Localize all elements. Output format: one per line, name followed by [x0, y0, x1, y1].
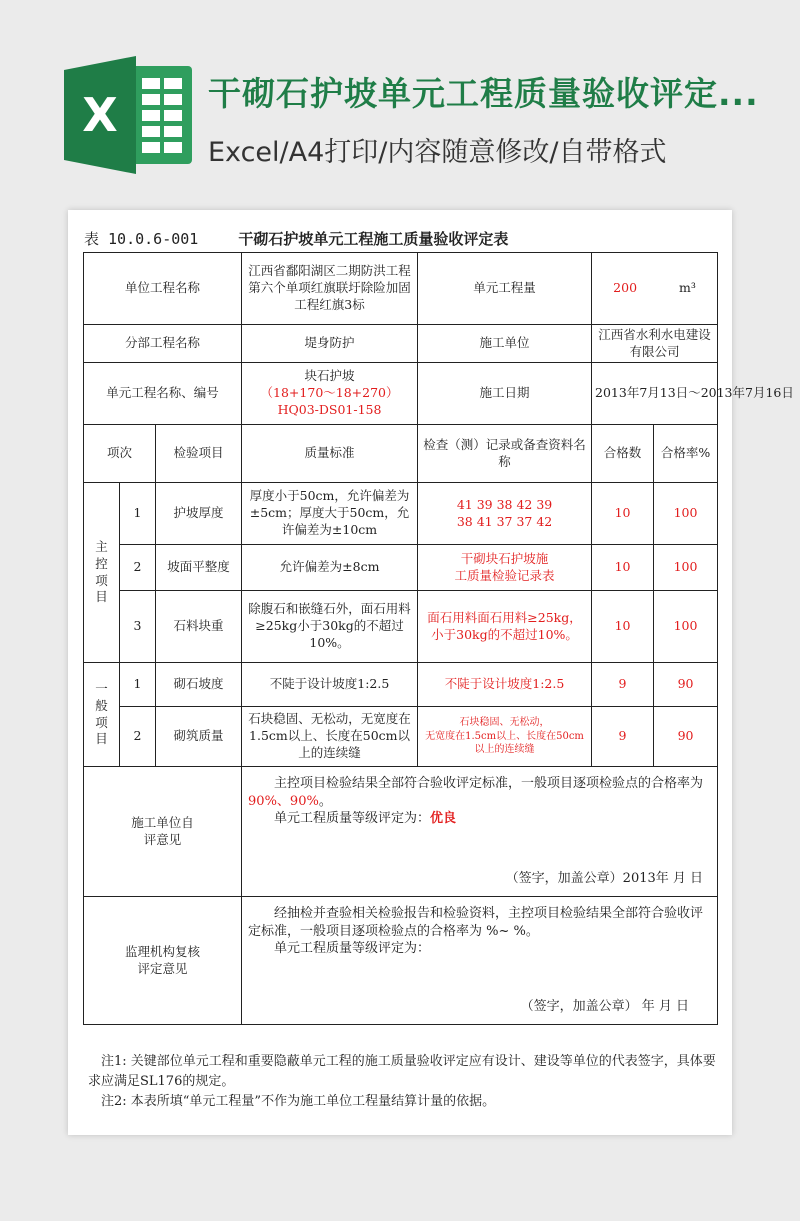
division-label: 分部工程名称: [84, 325, 242, 363]
table-row: [84, 363, 718, 425]
unit-quantity-label: 单元工程量: [418, 253, 592, 325]
table-row: [84, 663, 718, 707]
item-record: [418, 663, 592, 707]
table-row: [84, 325, 718, 363]
unit-quantity-unit: m³: [679, 280, 696, 296]
table-row: [84, 707, 718, 767]
contractor-label: 施工单位: [418, 325, 592, 363]
evaluation-table: [83, 252, 794, 1025]
element-cell: [242, 363, 418, 425]
self-eval-sentence-end: 。: [318, 793, 332, 809]
excel-icon: [64, 56, 196, 174]
item-record: [418, 545, 592, 591]
record-line: 小于30kg的不超过10%。: [431, 626, 578, 642]
item-no: 1: [120, 663, 156, 707]
date-label: 施工日期: [418, 363, 592, 425]
record-line: 无宽度在1.5cm以上、长度在50cm以上的连续缝: [425, 730, 584, 756]
element-code: HQ03-DS01-158: [277, 401, 382, 417]
record-line: 不陡于设计坡度1:2.5: [444, 676, 565, 692]
record-line: 工质量检验记录表: [454, 567, 555, 583]
item-count: 9: [592, 663, 654, 707]
self-eval-grade-label: 单元工程质量等级评定为：: [274, 811, 431, 827]
item-name: 护坡厚度: [156, 483, 242, 545]
item-rate: 100: [654, 483, 718, 545]
item-standard: 不陡于设计坡度1:2.5: [242, 663, 418, 707]
self-eval-sentence: 主控项目检验结果全部符合验收评定标准，一般项目逐项检验点的合格率为: [274, 776, 704, 791]
supervisor-sign: （签字，加盖公章） 年 月 日: [520, 999, 690, 1015]
notes: [88, 1052, 716, 1112]
note-1: 注1: 关键部位单元工程和重要隐蔽单元工程的施工质量验收评定应有设计、建设等单位的代表签字，具体要求应满足SL176的规定。: [88, 1054, 716, 1090]
self-eval-grade: [248, 810, 711, 828]
element-range: （18+170～18+270）: [260, 385, 399, 401]
item-record: [418, 483, 592, 545]
self-eval-label: [84, 767, 242, 897]
supervisor-cell: [242, 897, 718, 1025]
self-eval-grade-value: 优良: [430, 811, 457, 827]
date-value: 2013年7月13日～2013年7月16日: [592, 363, 718, 425]
table-row: [84, 545, 718, 591]
division-value: 堤身防护: [242, 325, 418, 363]
svg-text:X: X: [82, 88, 118, 142]
item-no: 2: [120, 707, 156, 767]
self-eval-label-text: 施工单位自评意见: [131, 814, 194, 847]
item-count: 9: [592, 707, 654, 767]
item-standard: 石块稳固、无松动，无宽度在1.5cm以上、长度在50cm以上的连续缝: [242, 707, 418, 767]
record-line: 面石用料面石用料≥25kg，: [427, 609, 582, 625]
element-name: 块石护坡: [304, 368, 355, 384]
item-name: 坡面平整度: [156, 545, 242, 591]
item-name: 砌筑质量: [156, 707, 242, 767]
item-count: 10: [592, 483, 654, 545]
record-line: 38 41 37 37 42: [456, 513, 553, 529]
item-record: [418, 707, 592, 767]
supervisor-text: 经抽检并查验相关检验报告和检验资料，主控项目检验结果全部符合验收评定标准，一般项目逐项检验点的合格率为 %~ %。: [248, 906, 704, 939]
unit-project-value: 江西省鄱阳湖区二期防洪工程第六个单项红旗联圩除险加固工程红旗3标: [242, 253, 418, 325]
item-rate: 100: [654, 545, 718, 591]
main-group-label: [84, 483, 120, 663]
unit-project-label: 单位工程名称: [84, 253, 242, 325]
table-row: [84, 767, 718, 897]
table-row: [84, 897, 718, 1025]
item-name: 砌石坡度: [156, 663, 242, 707]
col-qualified-rate: 合格率%: [654, 425, 718, 483]
supervisor-label: [84, 897, 242, 1025]
item-name: 石料块重: [156, 591, 242, 663]
item-count: 10: [592, 591, 654, 663]
form-header: [84, 228, 508, 249]
form-name: 干砌石护坡单元工程施工质量验收评定表: [238, 230, 509, 248]
item-no: 1: [120, 483, 156, 545]
record-line: 干砌块石护坡施: [460, 550, 549, 566]
page-subtitle: Excel/A4打印/内容随意修改/自带格式: [208, 137, 667, 168]
self-eval-rate: 90%、90%: [248, 793, 319, 809]
form-code: 表 10.0.6-001: [84, 230, 199, 248]
unit-quantity-cell: [592, 253, 718, 325]
self-eval-text: [248, 775, 711, 810]
general-group-text: 一般项目: [95, 680, 108, 747]
item-record: [418, 591, 592, 663]
item-rate: 100: [654, 591, 718, 663]
record-line: 41 39 38 42 39: [456, 496, 553, 512]
record-line: 石块稳固、无松动，: [459, 717, 550, 729]
table-row: [84, 591, 718, 663]
supervisor-label-text: 监理机构复核评定意见: [125, 943, 201, 976]
col-inspection: 检验项目: [156, 425, 242, 483]
form-sheet: [68, 210, 794, 1135]
item-standard: 允许偏差为±8cm: [242, 545, 418, 591]
item-standard: 厚度小于50cm，允许偏差为±5cm；厚度大于50cm，允许偏差为±10cm: [242, 483, 418, 545]
col-record: 检查（测）记录或备查资料名称: [418, 425, 592, 483]
page-title: 干砌石护坡单元工程质量验收评定...: [208, 74, 759, 113]
item-no: 3: [120, 591, 156, 663]
col-item: 项次: [84, 425, 156, 483]
contractor-value: 江西省水利水电建设有限公司: [592, 325, 718, 363]
table-row: [84, 483, 718, 545]
unit-quantity-value: 200: [613, 280, 638, 296]
item-standard: 除腹石和嵌缝石外，面石用料≥25kg小于30kg的不超过10%。: [242, 591, 418, 663]
general-group-label: [84, 663, 120, 767]
item-rate: 90: [654, 663, 718, 707]
col-standard: 质量标准: [242, 425, 418, 483]
note-2: 注2: 本表所填“单元工程量”不作为施工单位工程量结算计量的依据。: [101, 1094, 496, 1110]
self-eval-sign: （签字，加盖公章）2013年 月 日: [505, 871, 704, 887]
item-no: 2: [120, 545, 156, 591]
table-row: [84, 253, 718, 325]
table-row: [84, 425, 718, 483]
self-eval-cell: [242, 767, 718, 897]
col-qualified-count: 合格数: [592, 425, 654, 483]
element-label: 单元工程名称、编号: [84, 363, 242, 425]
item-count: 10: [592, 545, 654, 591]
supervisor-grade: 单元工程质量等级评定为：: [274, 941, 431, 957]
item-rate: 90: [654, 707, 718, 767]
main-group-text: 主控项目: [95, 538, 108, 605]
